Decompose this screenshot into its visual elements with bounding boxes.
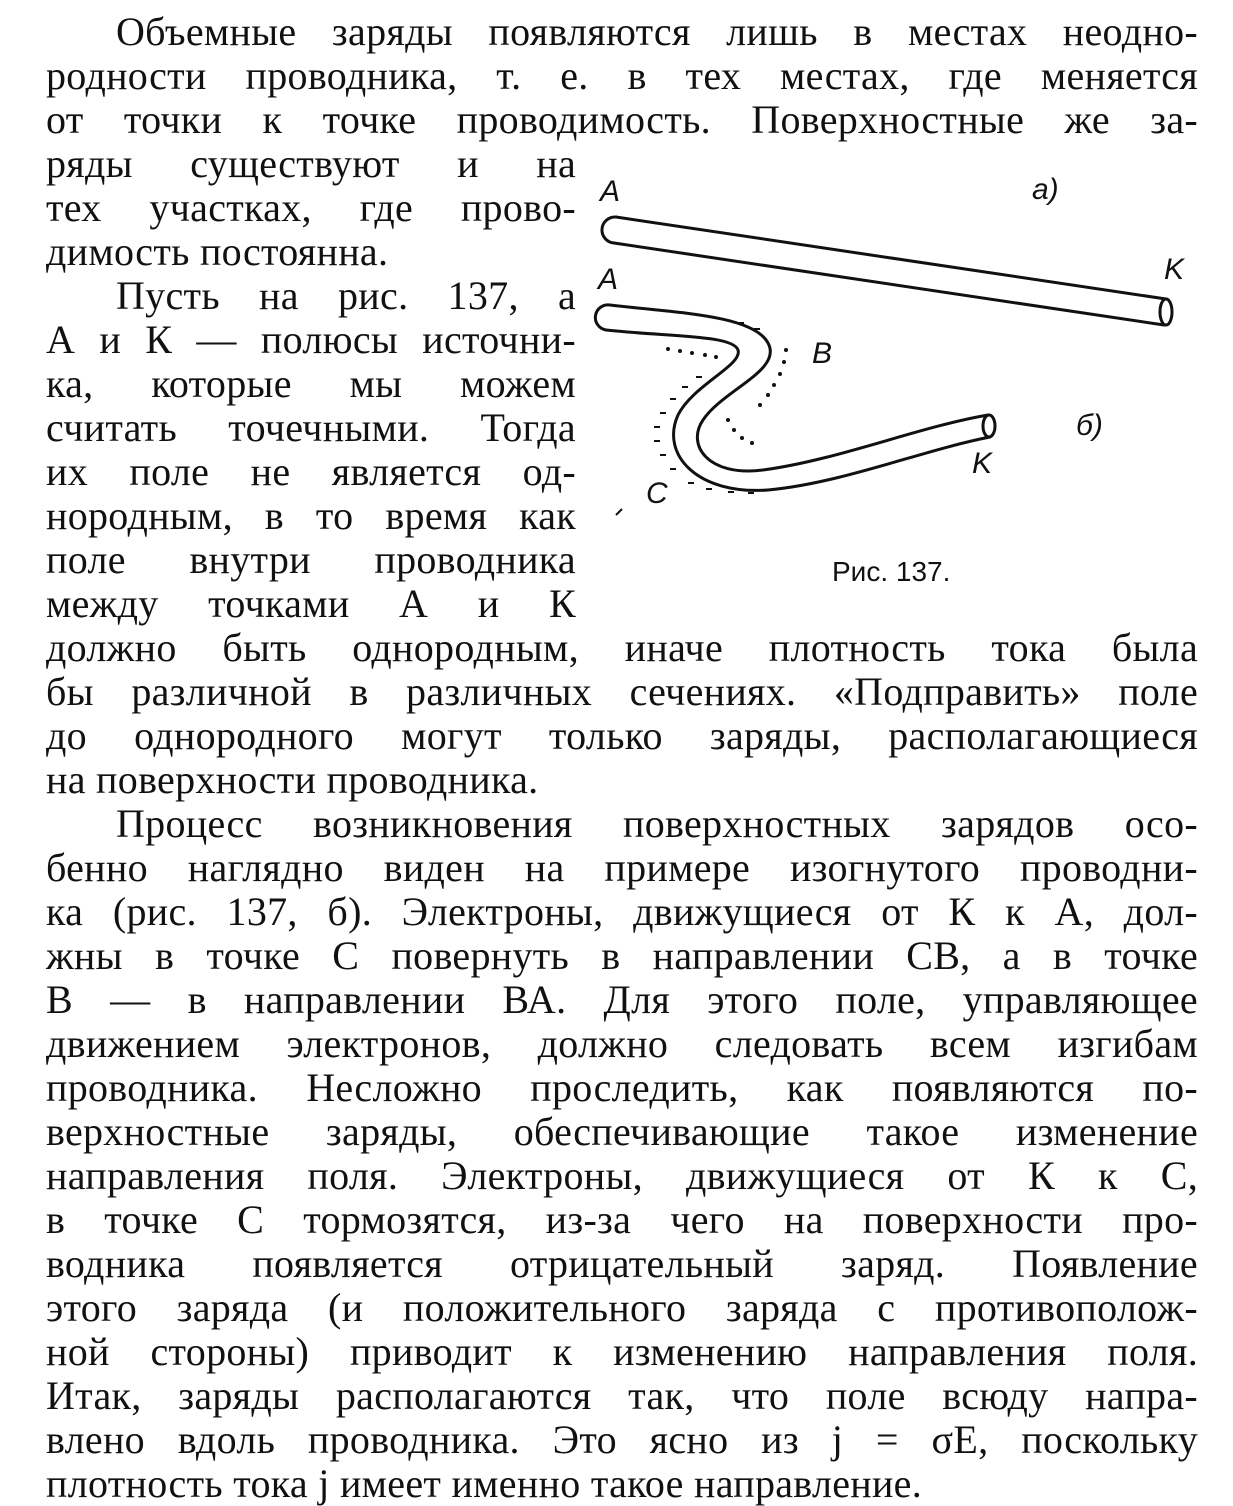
text-line: бенно наглядно виден на примере изогнутого проводни- <box>46 845 1198 890</box>
text-line: поле внутри проводника <box>46 537 576 582</box>
text-line: родности проводника, т. е. в тех местах, где меняется <box>46 53 1198 98</box>
text-line: Процесс возникновения поверхностных зарядов осо- <box>116 801 1198 846</box>
text-line: ка, которые мы можем <box>46 361 576 406</box>
figure-137 <box>588 165 1208 585</box>
text-line: Итак, заряды располагаются так, что поле всюду напра- <box>46 1373 1198 1418</box>
text-line: А и К — полюсы источни- <box>46 317 576 362</box>
label-panel-a: a) <box>1032 173 1059 206</box>
text-line: нородным, в то время как <box>46 493 576 538</box>
text-line: на поверхности проводника. <box>46 757 539 802</box>
text-line: между точками А и К <box>46 581 576 626</box>
text-line: ряды существуют и на <box>46 141 576 186</box>
bent-conductor <box>595 305 995 491</box>
label-b-point-A: A <box>598 263 619 296</box>
text-line: считать точечными. Тогда <box>46 405 576 450</box>
text-line: жны в точке С повернуть в направлении СВ, а в точке <box>46 933 1198 978</box>
text-line: Объемные заряды появляются лишь в местах неодно- <box>116 9 1198 54</box>
text-line: этого заряда (и положительного заряда с противополож- <box>46 1285 1198 1330</box>
text-line: тех участках, где прово- <box>46 185 576 230</box>
text-line: В — в направлении ВА. Для этого поле, управляющее <box>46 977 1198 1022</box>
figure-caption: Рис. 137. <box>832 556 951 587</box>
text-line: верхностные заряды, обеспечивающие такое изменение <box>46 1109 1198 1154</box>
text-line: движением электронов, должно следовать всем изгибам <box>46 1021 1198 1066</box>
text-line: направления поля. Электроны, движущиеся от К к С, <box>46 1153 1198 1198</box>
label-b-point-C: C <box>646 477 668 510</box>
straight-conductor <box>602 217 1172 325</box>
text-line: от точки к точке проводимость. Поверхностные же за- <box>46 97 1198 142</box>
label-a-point-K: K <box>1164 253 1185 286</box>
text-line: влено вдоль проводника. Это ясно из j = σE, поскольку <box>46 1417 1198 1462</box>
text-line: их поле не является од- <box>46 449 576 494</box>
text-line: ной стороны) приводит к изменению направления поля. <box>46 1329 1198 1374</box>
text-line: в точке С тормозятся, из-за чего на поверхности про- <box>46 1197 1198 1242</box>
label-b-point-B: B <box>812 337 833 370</box>
text-line: ка (рис. 137, б). Электроны, движущиеся от К к А, дол- <box>46 889 1198 934</box>
label-panel-b: б) <box>1076 409 1103 442</box>
text-line: бы различной в различных сечениях. «Подправить» поле <box>46 669 1198 714</box>
label-a-point-A: A <box>600 175 621 208</box>
text-line: димость постоянна. <box>46 229 389 274</box>
text-line: должно быть однородным, иначе плотность тока была <box>46 625 1198 670</box>
text-line: водника появляется отрицательный заряд. Появление <box>46 1241 1198 1286</box>
text-line: Пусть на рис. 137, а <box>116 273 576 318</box>
text-line: плотность тока j имеет именно такое направление. <box>46 1461 923 1506</box>
text-line: до однородного могут только заряды, располагающиеся <box>46 713 1198 758</box>
figure-drawing <box>588 165 1208 585</box>
label-b-point-K: K <box>972 447 993 480</box>
text-line: проводника. Несложно проследить, как появляются по- <box>46 1065 1198 1110</box>
